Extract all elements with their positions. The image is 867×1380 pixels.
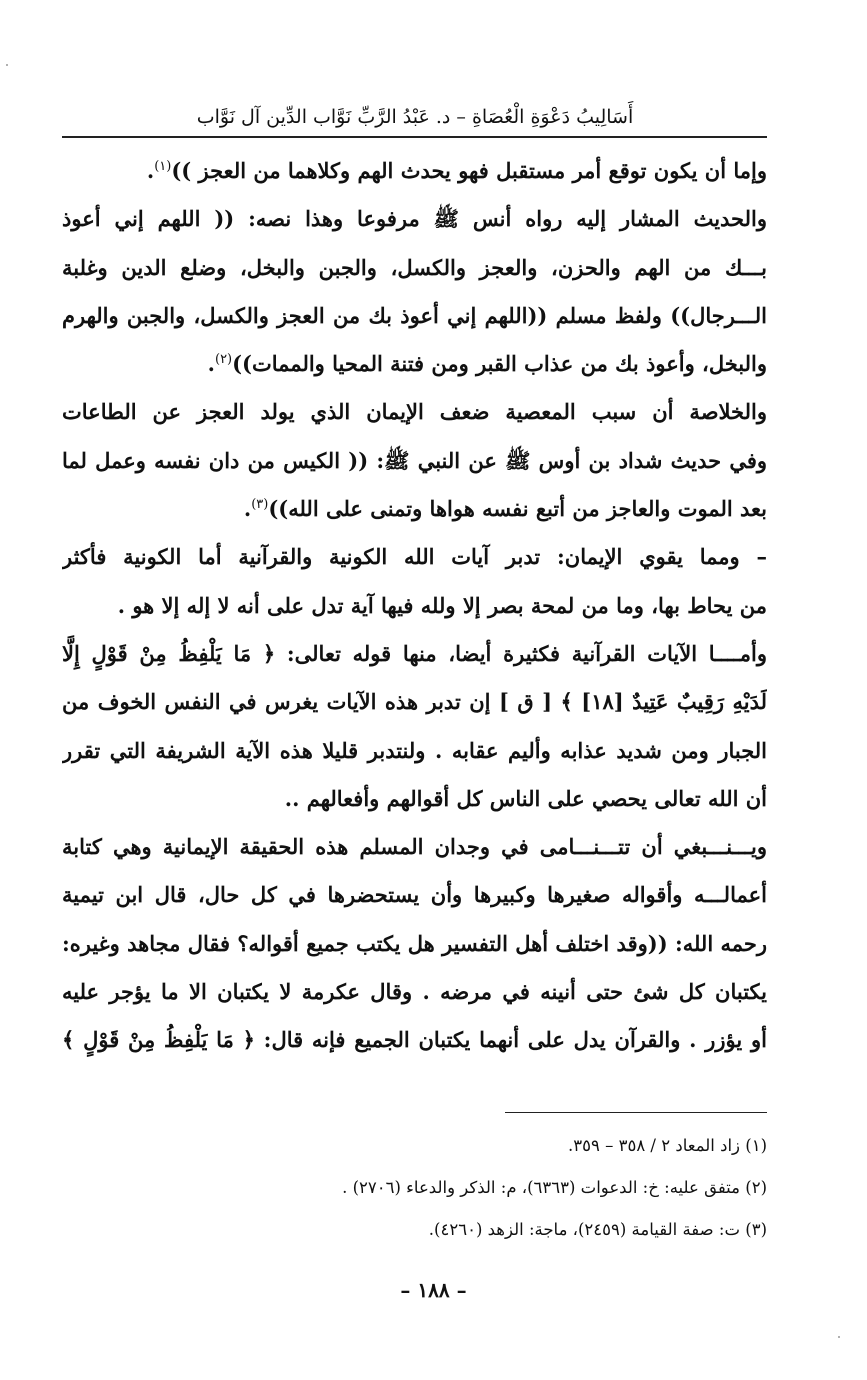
footnote-ref: (١): [154, 159, 172, 174]
text-line: والخلاصة أن سبب المعصية ضعف الإيمان الذي يولد العجز عن الطاعات: [62, 399, 767, 425]
header-divider: [62, 136, 767, 138]
footnote-item: (٣) ت: صفة القيامة (٢٤٥٩)، ماجة: الزهد (٤٢٦٠).: [428, 1220, 767, 1239]
line-text: وإما أن يكون توقع أمر مستقبل فهو يحدث الهم وكلاهما من العجز )): [171, 158, 767, 183]
text-line: من يحاط بها، وما من لمحة بصر إلا ولله فيها آية تدل على أنه لا إله إلا هو .: [117, 592, 767, 618]
footnote-item: (١) زاد المعاد ٢ / ٣٥٨ – ٣٥٩.: [568, 1136, 767, 1155]
text-line: والبخل، وأعوذ بك من عذاب القبر ومن فتنة المحيا والممات))$^{(٢)}$.: [207, 351, 767, 377]
footnote-divider: [505, 1112, 767, 1113]
scan-speck: [6, 64, 8, 66]
text-line: الجبار ومن شديد عذابه وأليم عقابه . ولنتدبر قليلا هذه الآية الشريفة التي تقرر: [62, 737, 767, 763]
text-line: بـــك من الهم والحزن، والعجز والكسل، والجبن والبخل، وضلع الدين وغلبة: [62, 254, 767, 280]
text-line: بعد الموت والعاجز من أتبع نفسه هواها وتمنى على الله))$^{(٣)}$.: [243, 496, 767, 522]
text-line: والحديث المشار إليه رواه أنس ﷺ مرفوعا وهذا نصه: (( اللهم إني أعوذ: [62, 206, 767, 232]
text-line: لَدَيْهِ رَقِيبٌ عَتِيدٌ [١٨] ﴾ [ ق ] إن تدبر هذه الآيات يغرس في النفس الخوف من: [62, 689, 767, 715]
text-line: يكتبان كل شئ حتى أنينه في مرضه . وقال عكرمة لا يكتبان الا ما يؤجر عليه: [62, 979, 767, 1005]
running-header: أَسَالِيبُ دَعْوَةِ الْعُصَاةِ – د. عَبْدُ الرَّبِّ نَوَّاب الدِّين آل نَوَّاب: [196, 106, 634, 128]
text-line: أو يؤزر . والقرآن يدل على أنهما يكتبان الجميع فإنه قال: ﴿ مَا يَلْفِظُ مِنْ قَوْلٍ ﴾: [62, 1027, 767, 1053]
scan-speck: [838, 1336, 840, 1338]
line-text: بعد الموت والعاجز من أتبع نفسه هواها وتمنى على الله)): [268, 496, 767, 522]
text-line: وفي حديث شداد بن أوس ﷺ عن النبي ﷺ: (( الكيس من دان نفسه وعمل لما: [62, 447, 767, 473]
text-line: أن الله تعالى يحصي على الناس كل أقوالهم وأفعالهم ..: [284, 785, 767, 811]
footnote-item: (٢) متفق عليه: خ: الدعوات (٦٣٦٣)، م: الذكر والدعاء (٢٧٠٦) .: [342, 1178, 767, 1197]
page-number: – ١٨٨ –: [400, 1278, 467, 1302]
text-line: ويـــنـــبغي أن تتـــنـــامى في وجدان المسلم هذه الحقيقة الإيمانية وهي كتابة: [62, 834, 767, 860]
text-line: أعمالـــه وأقواله صغيرها وكبيرها وأن يستحضرها في كل حال، قال ابن تيمية: [62, 882, 767, 908]
text-line: – ومما يقوي الإيمان: تدبر آيات الله الكونية والقرآنية أما الكونية فأكثر: [62, 544, 767, 570]
text-line: وإما أن يكون توقع أمر مستقبل فهو يحدث الهم وكلاهما من العجز ))$^{(١)}$.: [146, 158, 767, 183]
footnote-ref: (٣): [251, 497, 269, 513]
text-line: الـــرجال)) ولفظ مسلم ((اللهم إني أعوذ بك من العجز والكسل، والجبن والهرم: [62, 302, 767, 328]
main-text: [62, 147, 767, 1065]
text-line: رحمه الله: ((وقد اختلف أهل التفسير هل يكتب جميع أقواله؟ فقال مجاهد وغيره:: [62, 930, 767, 956]
footnote-ref: (٢): [214, 352, 233, 368]
footnotes: [62, 1125, 767, 1251]
text-line: وأمــــا الآيات القرآنية فكثيرة أيضا، منها قوله تعالى: ﴿ مَا يَلْفِظُ مِنْ قَوْلٍ إِلَّا: [62, 640, 767, 666]
line-text: والبخل، وأعوذ بك من عذاب القبر ومن فتنة المحيا والممات)): [232, 351, 767, 377]
